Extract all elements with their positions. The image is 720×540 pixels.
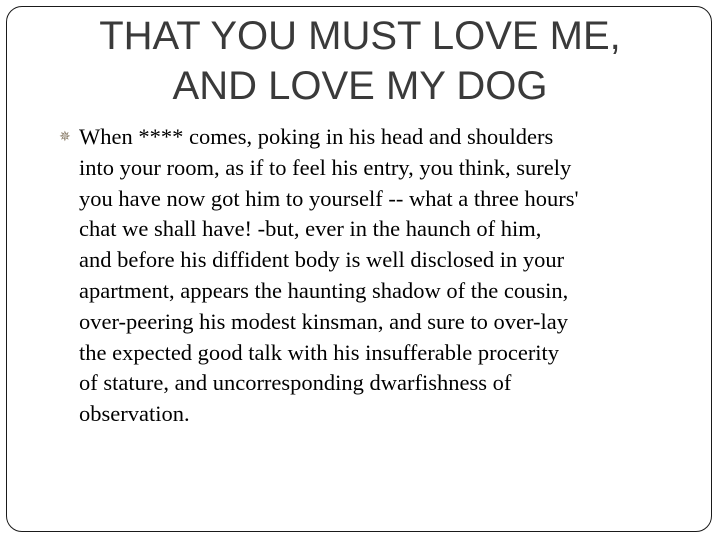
- title-line-2: AND LOVE MY DOG: [172, 64, 548, 108]
- bullet-line: [59, 122, 689, 153]
- slide-frame: [6, 6, 712, 532]
- bullet-line: the expected good talk with his insufferable procerity: [79, 339, 560, 365]
- bullet-text: When **** comes, poking in his head and shoulders: [79, 124, 554, 149]
- title-line-1: THAT YOU MUST LOVE ME,: [99, 14, 621, 58]
- bullet-line: apartment, appears the haunting shadow of the cousin,: [79, 277, 569, 303]
- bullet-line: chat we shall have! -but, ever in the haunch of him,: [79, 216, 542, 242]
- bullet-line: into your room, as if to feel his entry, you think, surely: [79, 154, 572, 180]
- bullet-line: and before his diffident body is well disclosed in your: [79, 247, 565, 273]
- bullet-star-icon: ✵: [59, 129, 71, 145]
- bullet-paragraph: [59, 122, 689, 430]
- bullet-line: observation.: [79, 401, 190, 427]
- bullet-line: of stature, and uncorresponding dwarfishness of: [79, 370, 512, 396]
- bullet-line: you have now got him to yourself -- what a three hours': [79, 185, 579, 211]
- slide-title: [6, 11, 712, 111]
- bullet-line: over-peering his modest kinsman, and sure to over-lay: [79, 308, 568, 334]
